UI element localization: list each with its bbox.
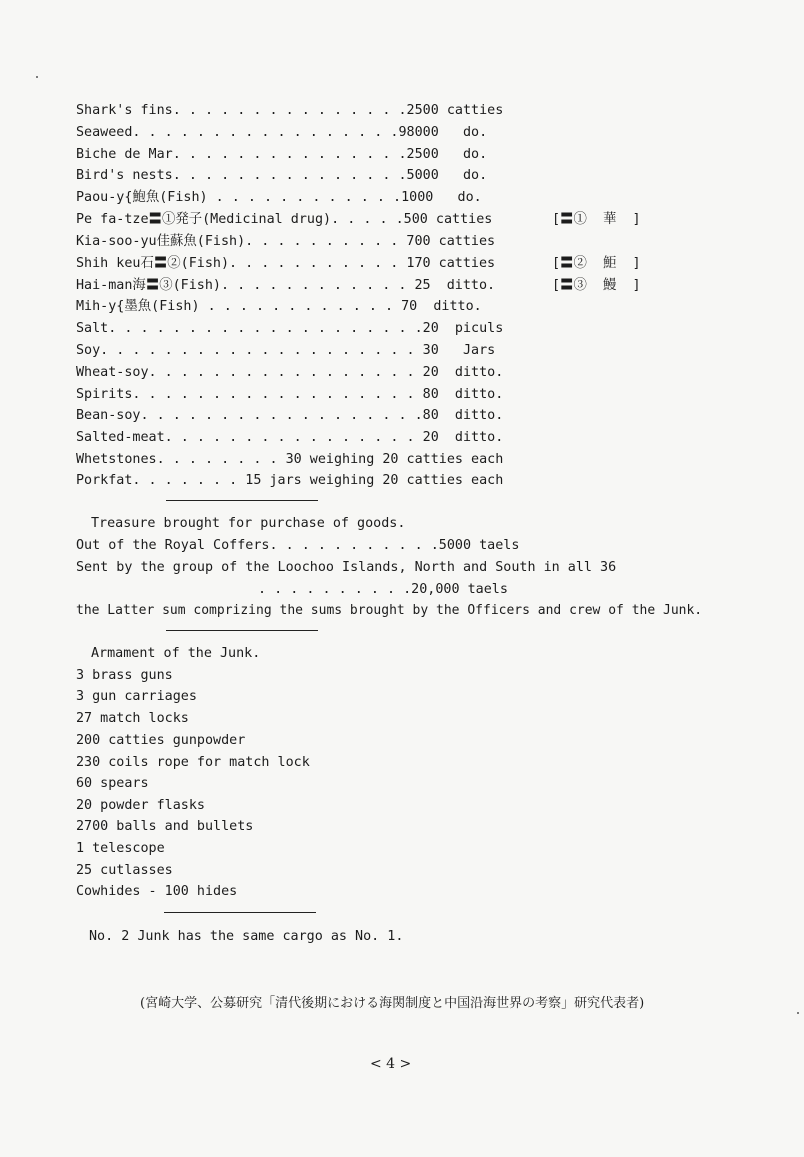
section-divider — [166, 500, 318, 501]
armament-item: 1 telescope — [76, 841, 165, 856]
page-number: < 4 > — [370, 1056, 412, 1072]
armament-item: 27 match locks — [76, 711, 189, 726]
treasure-line-amount: . . . . . . . . . .20,000 taels — [258, 582, 508, 597]
author-affiliation: (宮崎大学、公募研究「清代後期における海関制度と中国沿海世界の考察」研究代表者) — [140, 996, 645, 1011]
armament-heading: Armament of the Junk. — [91, 646, 261, 661]
cargo-paou-y: Paou-y{鮑魚(Fish) . . . . . . . . . . . .1000 do. — [76, 190, 482, 205]
cargo-seaweed: Seaweed. . . . . . . . . . . . . . . . .98000 do. — [76, 125, 488, 140]
cargo-whetstones: Whetstones. . . . . . . . 30 weighing 20 catties each — [76, 452, 504, 467]
cargo-spirits: Spirits. . . . . . . . . . . . . . . . . . 80 ditto. — [76, 387, 504, 402]
closing-note: No. 2 Junk has the same cargo as No. 1. — [89, 929, 404, 944]
armament-item: Cowhides - 100 hides — [76, 884, 238, 899]
cargo-wheat-soy: Wheat-soy. . . . . . . . . . . . . . . . . 20 ditto. — [76, 365, 504, 380]
cargo-sharks-fins: Shark's fins. . . . . . . . . . . . . . .2500 catties — [76, 103, 504, 118]
note-3: [〓③ 鰻 ] — [552, 278, 641, 293]
cargo-bean-soy: Bean-soy. . . . . . . . . . . . . . . . . .80 ditto. — [76, 408, 504, 423]
scan-speck — [797, 1012, 799, 1014]
armament-item: 3 gun carriages — [76, 689, 197, 704]
cargo-pe-fa-tze: Pe fa-tze〓①発子(Medicinal drug). . . . .500 catties — [76, 212, 493, 227]
treasure-heading: Treasure brought for purchase of goods. — [91, 516, 406, 531]
scan-speck — [36, 76, 38, 78]
note-1: [〓① 華 ] — [552, 212, 641, 227]
armament-item: 2700 balls and bullets — [76, 819, 254, 834]
cargo-biche-de-mar: Biche de Mar. . . . . . . . . . . . . . .2500 do. — [76, 147, 488, 162]
cargo-birds-nests: Bird's nests. . . . . . . . . . . . . . .5000 do. — [76, 168, 488, 183]
armament-item: 20 powder flasks — [76, 798, 205, 813]
armament-item: 200 catties gunpowder — [76, 733, 246, 748]
armament-item: 3 brass guns — [76, 668, 173, 683]
section-divider — [166, 630, 318, 631]
cargo-mih-y: Mih-y{墨魚(Fish) . . . . . . . . . . . . 70 ditto. — [76, 299, 482, 314]
armament-item: 60 spears — [76, 776, 149, 791]
treasure-line-latter-sum: the Latter sum comprizing the sums brought by the Officers and crew of the Junk. — [76, 603, 703, 618]
armament-item: 25 cutlasses — [76, 863, 173, 878]
cargo-soy: Soy. . . . . . . . . . . . . . . . . . . . 30 Jars — [76, 343, 496, 358]
treasure-line-royal-coffers: Out of the Royal Coffers. . . . . . . . . . .5000 taels — [76, 538, 520, 553]
cargo-salted-meat: Salted-meat. . . . . . . . . . . . . . . . 20 ditto. — [76, 430, 504, 445]
cargo-porkfat: Porkfat. . . . . . . 15 jars weighing 20 catties each — [76, 473, 504, 488]
section-divider — [164, 912, 316, 913]
cargo-salt: Salt. . . . . . . . . . . . . . . . . . . .20 piculs — [76, 321, 504, 336]
note-2: [〓② 鮔 ] — [552, 256, 641, 271]
treasure-line-loochoo: Sent by the group of the Loochoo Islands, North and South in all 36 — [76, 560, 617, 575]
cargo-kia-soo-yu: Kia-soo-yu佳蘇魚(Fish). . . . . . . . . . 700 catties — [76, 234, 496, 249]
armament-item: 230 coils rope for match lock — [76, 755, 310, 770]
cargo-hai-man: Hai-man海〓③(Fish). . . . . . . . . . . . 25 ditto. — [76, 278, 496, 293]
cargo-shih-keu: Shih keu石〓②(Fish). . . . . . . . . . . 170 catties — [76, 256, 496, 271]
